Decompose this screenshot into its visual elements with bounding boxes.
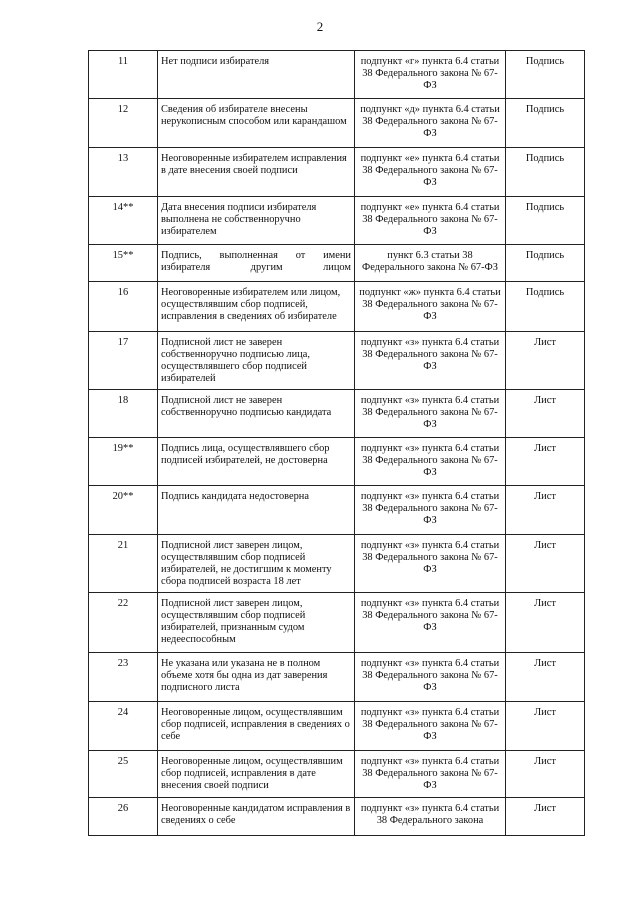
row-number: 17 — [89, 332, 158, 390]
row-description: Неоговоренные лицом, осуществлявшим сбор подписей, исправления в дате внесения своей подписи — [158, 751, 355, 798]
row-description: Подписной лист заверен лицом, осуществлявшим сбор подписей избирателей, не достигшим к моменту сбора подписей возраста 18 лет — [158, 535, 355, 593]
table-row — [89, 438, 585, 486]
row-number: 22 — [89, 593, 158, 653]
row-number: 20** — [89, 486, 158, 535]
row-type: Лист — [506, 702, 585, 751]
row-type: Подпись — [506, 282, 585, 332]
row-description: Неоговоренные избирателем исправления в дате внесения своей подписи — [158, 148, 355, 197]
table-row — [89, 282, 585, 332]
table-row — [89, 486, 585, 535]
table-row — [89, 390, 585, 438]
row-description: Подпись кандидата недостоверна — [158, 486, 355, 535]
table-row — [89, 332, 585, 390]
row-description: Подписной лист не заверен собственноручно подписью кандидата — [158, 390, 355, 438]
row-legal-reference: подпункт «е» пункта 6.4 статьи 38 Федерального закона № 67-ФЗ — [355, 148, 506, 197]
row-type: Подпись — [506, 148, 585, 197]
row-number: 23 — [89, 653, 158, 702]
row-type: Лист — [506, 390, 585, 438]
row-legal-reference: подпункт «з» пункта 6.4 статьи 38 Федерального закона № 67-ФЗ — [355, 751, 506, 798]
row-type: Подпись — [506, 245, 585, 282]
row-description: Подпись лица, осуществлявшего сбор подписей избирателей, не достоверна — [158, 438, 355, 486]
row-number: 25 — [89, 751, 158, 798]
row-type: Лист — [506, 798, 585, 836]
row-type: Лист — [506, 486, 585, 535]
row-number: 18 — [89, 390, 158, 438]
row-number: 12 — [89, 99, 158, 148]
row-number: 13 — [89, 148, 158, 197]
row-legal-reference: подпункт «з» пункта 6.4 статьи 38 Федерального закона № 67-ФЗ — [355, 535, 506, 593]
row-legal-reference: подпункт «з» пункта 6.4 статьи 38 Федерального закона № 67-ФЗ — [355, 438, 506, 486]
table-row — [89, 148, 585, 197]
row-description: Подпись, выполненная от имени избирателя другим лицом — [158, 245, 355, 282]
table-row — [89, 535, 585, 593]
row-number: 11 — [89, 51, 158, 99]
row-legal-reference: подпункт «з» пункта 6.4 статьи 38 Федерального закона № 67-ФЗ — [355, 390, 506, 438]
row-description: Подписной лист заверен лицом, осуществлявшим сбор подписей избирателей, признанным судом недееспособным — [158, 593, 355, 653]
page-number: 2 — [316, 19, 324, 34]
row-type: Подпись — [506, 197, 585, 245]
row-number: 16 — [89, 282, 158, 332]
grounds-table — [88, 50, 585, 836]
table-row — [89, 51, 585, 99]
row-type: Лист — [506, 438, 585, 486]
row-description: Неоговоренные лицом, осуществлявшим сбор подписей, исправления в сведениях о себе — [158, 702, 355, 751]
row-legal-reference: подпункт «з» пункта 6.4 статьи 38 Федерального закона — [355, 798, 506, 836]
row-legal-reference: подпункт «з» пункта 6.4 статьи 38 Федерального закона № 67-ФЗ — [355, 593, 506, 653]
table-row — [89, 593, 585, 653]
row-legal-reference: подпункт «ж» пункта 6.4 статьи 38 Федерального закона № 67-ФЗ — [355, 282, 506, 332]
table-row — [89, 653, 585, 702]
table-row — [89, 245, 585, 282]
row-legal-reference: подпункт «е» пункта 6.4 статьи 38 Федерального закона № 67-ФЗ — [355, 197, 506, 245]
row-description: Не указана или указана не в полном объеме хотя бы одна из дат заверения подписного листа — [158, 653, 355, 702]
row-description: Неоговоренные избирателем или лицом, осуществлявшим сбор подписей, исправления в сведениях об избирателе — [158, 282, 355, 332]
row-type: Лист — [506, 751, 585, 798]
row-legal-reference: подпункт «з» пункта 6.4 статьи 38 Федерального закона № 67-ФЗ — [355, 653, 506, 702]
table-row — [89, 702, 585, 751]
row-number: 21 — [89, 535, 158, 593]
table-row — [89, 99, 585, 148]
row-number: 24 — [89, 702, 158, 751]
row-legal-reference: подпункт «з» пункта 6.4 статьи 38 Федерального закона № 67-ФЗ — [355, 702, 506, 751]
row-type: Подпись — [506, 99, 585, 148]
row-legal-reference: подпункт «з» пункта 6.4 статьи 38 Федерального закона № 67-ФЗ — [355, 332, 506, 390]
row-legal-reference: подпункт «д» пункта 6.4 статьи 38 Федерального закона № 67-ФЗ — [355, 99, 506, 148]
row-description: Дата внесения подписи избирателя выполнена не собственноручно избирателем — [158, 197, 355, 245]
row-number: 15** — [89, 245, 158, 282]
row-type: Лист — [506, 593, 585, 653]
table-row — [89, 197, 585, 245]
row-type: Лист — [506, 535, 585, 593]
row-description: Сведения об избирателе внесены нерукописным способом или карандашом — [158, 99, 355, 148]
row-legal-reference: подпункт «з» пункта 6.4 статьи 38 Федерального закона № 67-ФЗ — [355, 486, 506, 535]
row-legal-reference: подпункт «г» пункта 6.4 статьи 38 Федерального закона № 67-ФЗ — [355, 51, 506, 99]
row-description: Неоговоренные кандидатом исправления в сведениях о себе — [158, 798, 355, 836]
row-description: Нет подписи избирателя — [158, 51, 355, 99]
row-legal-reference: пункт 6.3 статьи 38 Федерального закона № 67-ФЗ — [355, 245, 506, 282]
table-row — [89, 751, 585, 798]
row-description: Подписной лист не заверен собственноручно подписью лица, осуществлявшего сбор подписей избирателей — [158, 332, 355, 390]
row-type: Подпись — [506, 51, 585, 99]
row-number: 26 — [89, 798, 158, 836]
row-type: Лист — [506, 653, 585, 702]
row-number: 14** — [89, 197, 158, 245]
table-row — [89, 798, 585, 836]
row-number: 19** — [89, 438, 158, 486]
row-type: Лист — [506, 332, 585, 390]
